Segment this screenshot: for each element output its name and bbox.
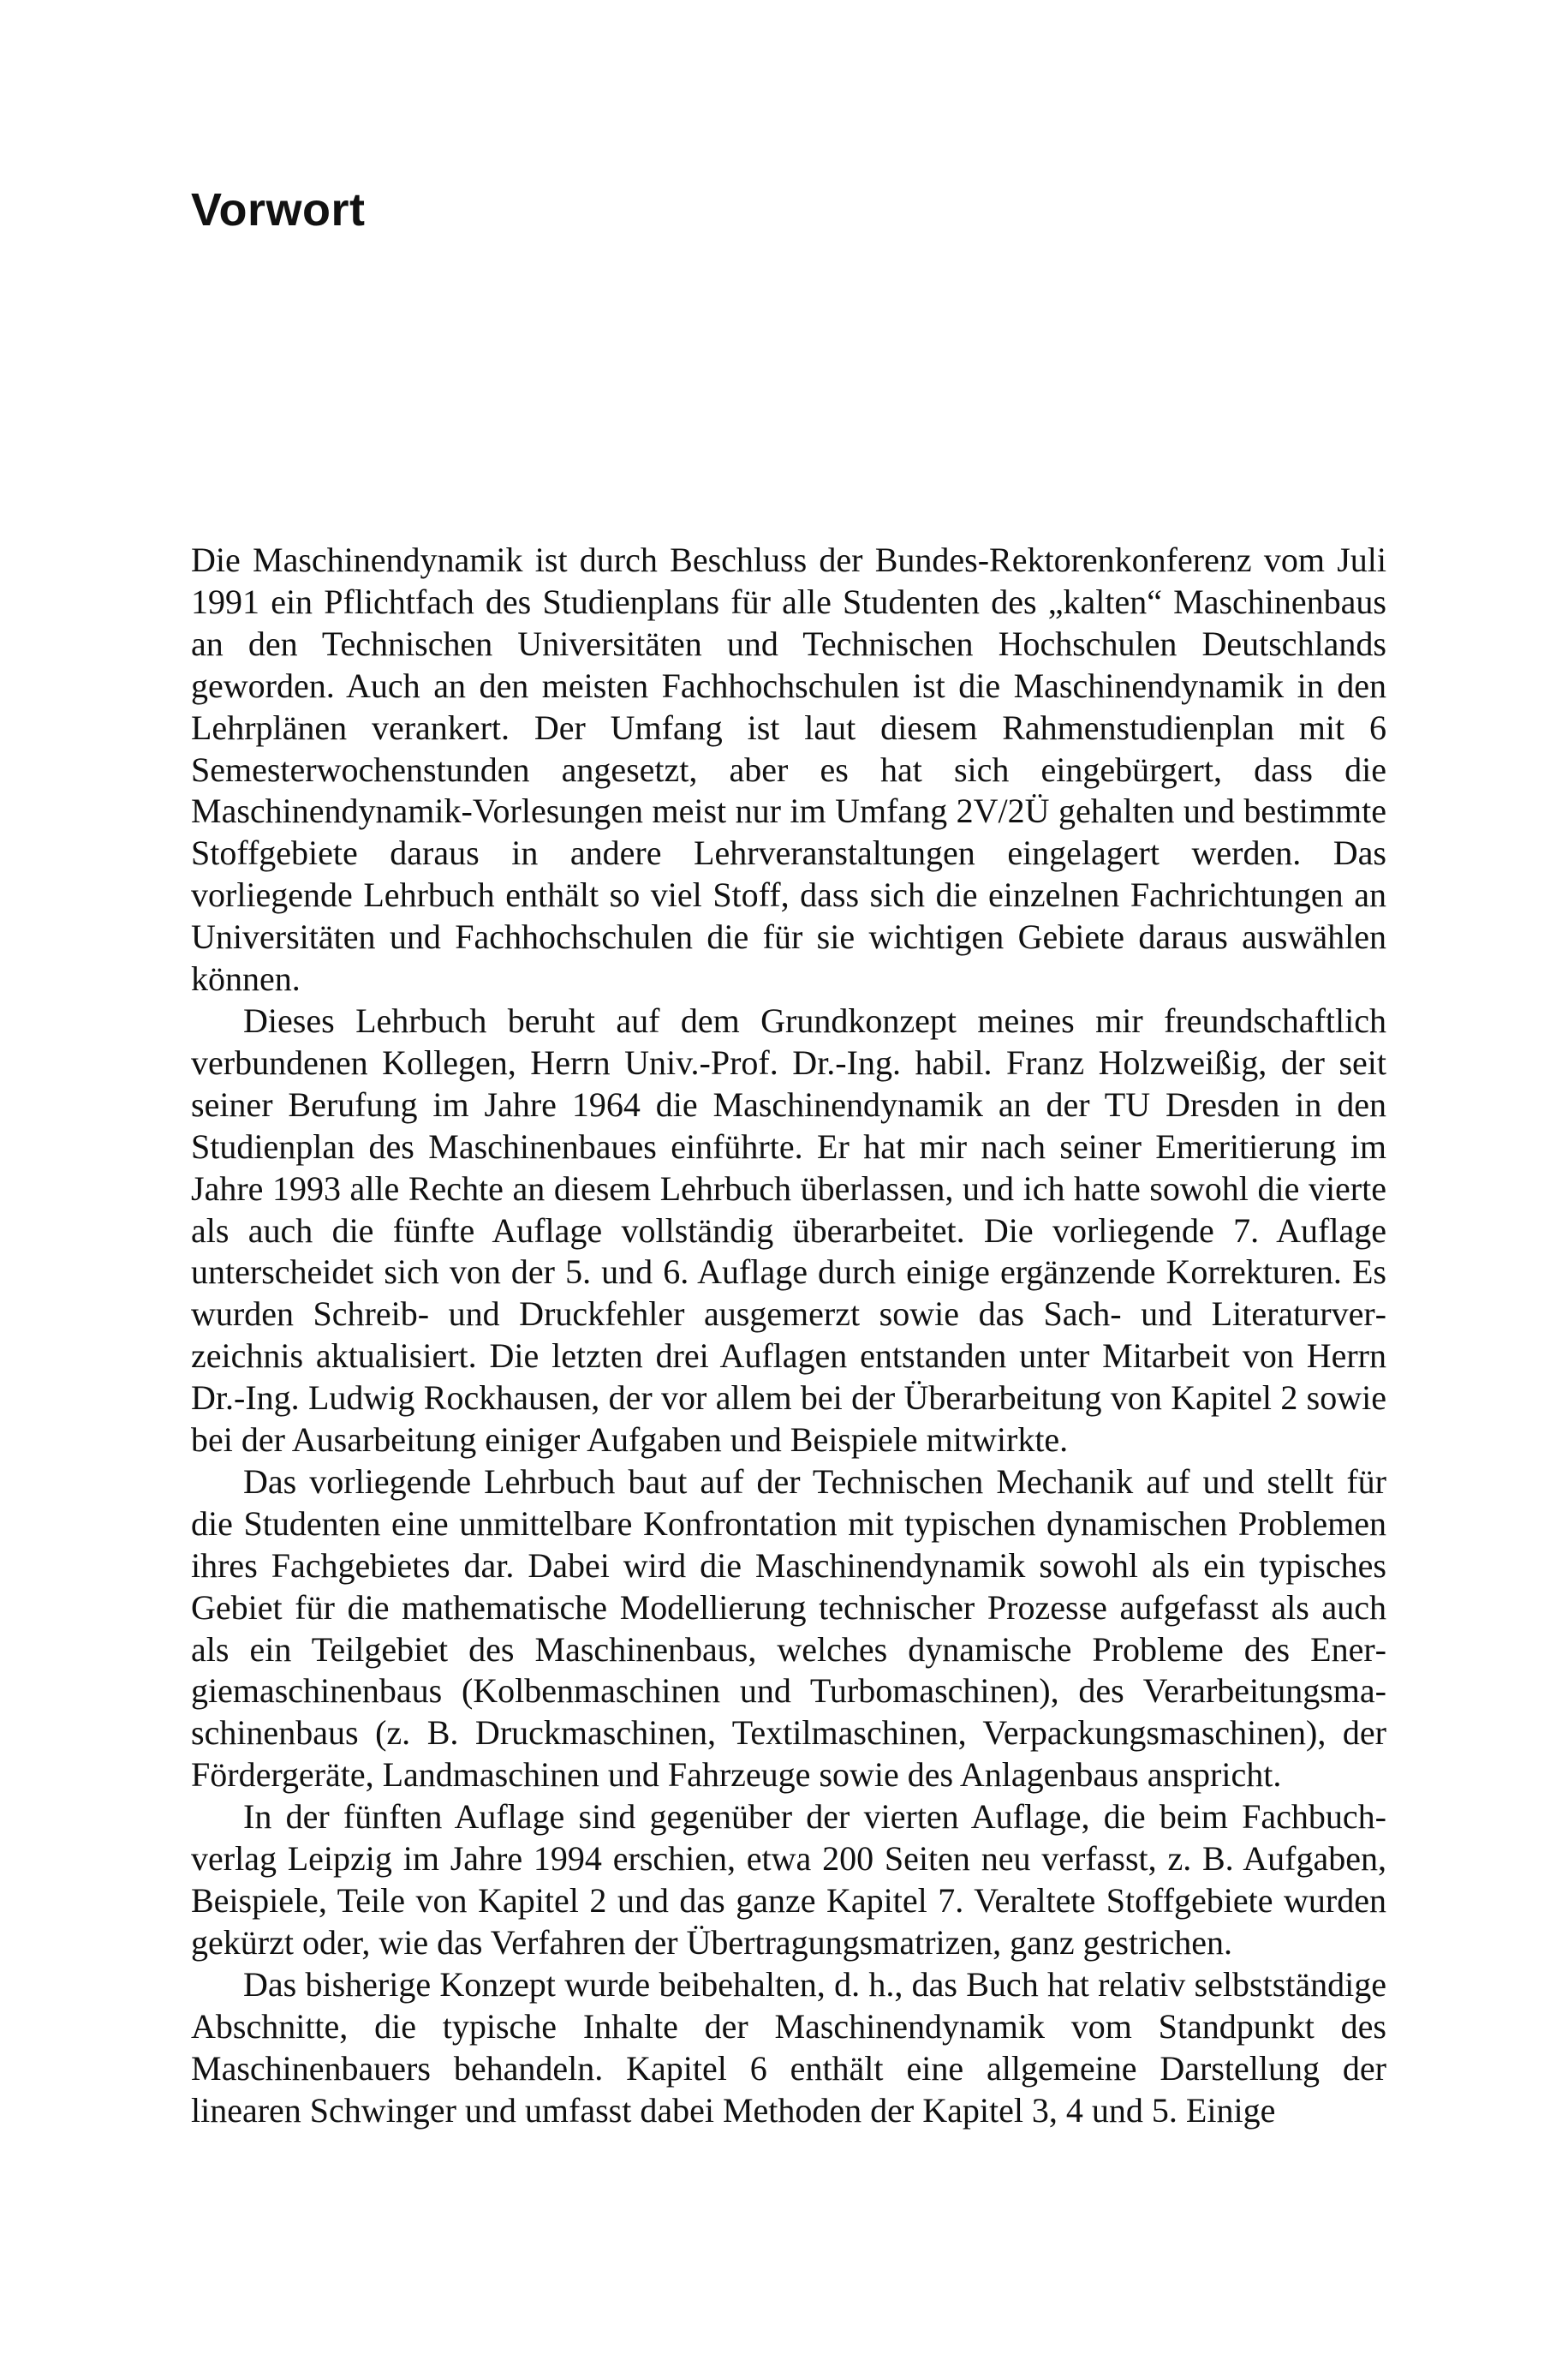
paragraph: Das bisherige Konzept wurde beibehalten, d. h., das Buch hat relativ selbstständige Abschnitte, die typische Inhalte der Maschinendynamik vom Standpunkt des Maschinenbauers behandeln. Kapitel 6 enthält eine allgemeine Darstellung der linearen Schwinger und umfasst dabei Methoden der Kapitel 3, 4 und 5. Einige [191, 1964, 1386, 2130]
paragraph: Die Maschinendynamik ist durch Beschluss der Bundes-Rektorenkonferenz vom Juli 1991 ein Pflichtfach des Studienplans für alle Studenten des „kalten“ Maschinenbaus an den Technischen Universitäten und Technischen Hochschulen Deutschlands geworden. Auch an den meisten Fachhochschulen ist die Maschinendynamik in den Lehrplänen verankert. Der Umfang ist laut diesem Rahmenstudienplan mit 6 Semesterwochenstunden angesetzt, aber es hat sich eingebürgert, dass die Maschinendynamik-Vorlesungen meist nur im Umfang 2V/2Ü gehalten und bestimmte Stoffgebiete daraus in andere Lehrveranstaltungen eingelagert werden. Das vorliegende Lehrbuch enthält so viel Stoff, dass sich die einzelnen Fachrichtungen an Universitäten und Fachhochschulen die für sie wichtigen Gebiete daraus auswählen können. [191, 541, 1386, 999]
paragraph: Das vorliegende Lehrbuch baut auf der Technischen Mechanik auf und stellt für die Studenten eine unmittelbare Konfrontation mit typischen dynamischen Problemen ihres Fachgebietes dar. Dabei wird die Maschinendynamik sowohl als ein typisches Gebiet für die mathematische Modellierung technischer Prozesse aufgefasst als auch als ein Teilgebiet des Maschinenbaus, welches dynamische Probleme des Energiemaschinenbaus (Kolbenmaschinen und Turbomaschinen), des Verarbeitungsmaschinenbaus (z. B. Druckmaschinen, Textilmaschinen, Verpackungsmaschinen), der Fördergeräte, Landmaschinen und Fahrzeuge sowie des Anlagenbaus anspricht. [191, 1461, 1386, 1795]
chapter-title: Vorwort [191, 184, 366, 236]
preface-body [191, 540, 1386, 2131]
paragraph: In der fünften Auflage sind gegenüber der vierten Auflage, die beim Fachbuchverlag Leipzig im Jahre 1994 erschien, etwa 200 Seiten neu verfasst, z. B. Aufgaben, Beispiele, Teile von Kapitel 2 und das ganze Kapitel 7. Veraltete Stoffgebiete wurden gekürzt oder, wie das Verfahren der Übertragungsmatrizen, ganz gestrichen. [191, 1797, 1386, 1962]
paragraph: Dieses Lehrbuch beruht auf dem Grundkonzept meines mir freundschaftlich verbundenen Kollegen, Herrn Univ.-Prof. Dr.-Ing. habil. Franz Holzweißig, der seit seiner Berufung im Jahre 1964 die Maschinendynamik an der TU Dresden in den Studienplan des Maschinenbaues einführte. Er hat mir nach seiner Emeritierung im Jahre 1993 alle Rechte an diesem Lehrbuch überlassen, und ich hatte sowohl die vierte als auch die fünfte Auflage vollständig überarbeitet. Die vorliegende 7. Auflage unterscheidet sich von der 5. und 6. Auflage durch einige ergänzende Korrekturen. Es wurden Schreib- und Druckfehler ausgemerzt sowie das Sach- und Literaturverzeichnis aktualisiert. Die letzten drei Auflagen entstanden unter Mitarbeit von Herrn Dr.-Ing. Ludwig Rockhausen, der vor allem bei der Überarbeitung von Kapitel 2 sowie bei der Ausarbeitung einiger Aufgaben und Beispiele mitwirkte. [191, 1001, 1386, 1460]
